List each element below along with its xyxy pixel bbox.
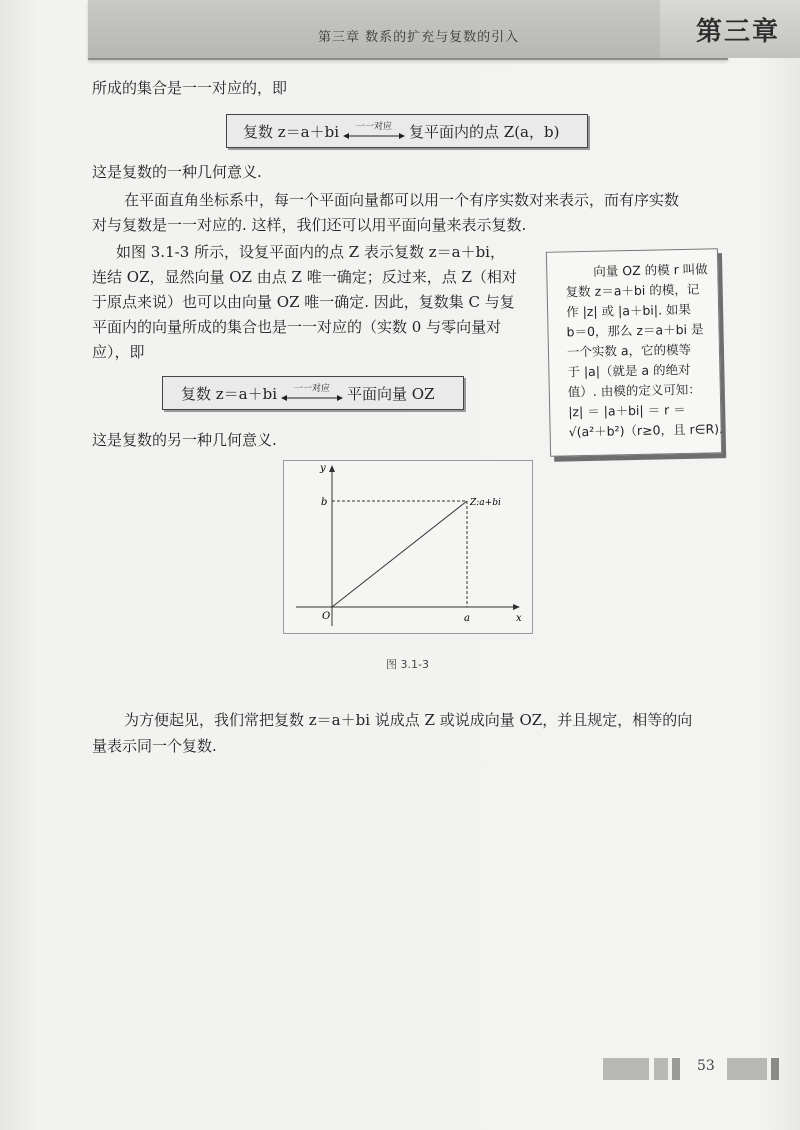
box2-left: 复数 z＝a＋bi	[181, 384, 278, 403]
footer-bar	[727, 1058, 767, 1080]
header-chapter-tab: 第三章	[660, 0, 800, 58]
correspondence-box-point	[226, 114, 588, 148]
b-tick-label: b	[321, 497, 328, 508]
chapter-header	[88, 0, 780, 60]
complex-plane-diagram	[284, 461, 532, 633]
a-tick-label: a	[464, 613, 470, 624]
box1-right: 复平面内的点 Z(a，b)	[409, 122, 560, 141]
x-axis-label: x	[516, 613, 522, 624]
footer-bar	[771, 1058, 779, 1080]
double-arrow-icon	[343, 123, 405, 140]
paragraph-line: 在平面直角坐标系中，每一个平面向量都可以用一个有序实数对来表示，而有序实数	[124, 191, 680, 209]
box2-right: 平面向量 OZ	[347, 384, 435, 403]
note-line: 作 |z| 或 |a＋bi|. 如果	[565, 301, 692, 320]
figure-caption: 图 3.1-3	[386, 658, 429, 671]
footer-bar	[654, 1058, 668, 1080]
note-line: b＝0，那么 z＝a＋bi 是	[566, 321, 704, 340]
note-line: 复数 z＝a＋bi 的模，记	[565, 281, 700, 300]
vector-oz-line	[332, 501, 467, 607]
page-number: 53	[697, 1058, 715, 1074]
box2-arrow-label: 一一对应	[294, 383, 331, 394]
header-subtitle: 第三章 数系的扩充与复数的引入	[318, 30, 520, 45]
footer-bar	[603, 1058, 649, 1080]
x-axis-arrow-icon	[513, 604, 520, 610]
note-line: 一个实数 a，它的模等	[566, 341, 692, 360]
paragraph-line: 这是复数的一种几何意义.	[92, 163, 262, 181]
footer-bar	[672, 1058, 680, 1080]
note-line: 于 |a|（就是 a 的绝对	[567, 361, 691, 380]
y-axis-label: y	[320, 463, 326, 474]
complex-plane-figure	[283, 460, 533, 634]
paragraph-line: 连结 OZ，显然向量 OZ 由点 Z 唯一确定；反过来，点 Z（相对	[92, 268, 517, 286]
paragraph-line: 如图 3.1-3 所示，设复平面内的点 Z 表示复数 z＝a＋bi，	[116, 243, 505, 261]
note-line: |z| ＝ |a＋bi| ＝ r ＝	[568, 401, 686, 420]
note-line: 向量 OZ 的模 r 叫做	[593, 261, 708, 279]
box1-arrow-label: 一一对应	[356, 121, 393, 132]
paragraph-line: 于原点来说）也可以由向量 OZ 唯一确定. 因此，复数集 C 与复	[92, 293, 515, 311]
paragraph-line: 对与复数是一一对应的. 这样，我们还可以用平面向量来表示复数.	[92, 216, 527, 234]
paragraph-line: 平面内的向量所成的集合也是一一对应的（实数 0 与零向量对	[92, 318, 502, 336]
paragraph-line: 所成的集合是一一对应的，即	[92, 79, 288, 97]
correspondence-box-vector	[162, 376, 464, 410]
note-line: √(a²＋b²)（r≥0，且 r∈R).	[568, 421, 724, 440]
paragraph-line: 这是复数的另一种几何意义.	[92, 431, 277, 449]
paragraph-line: 应），即	[92, 343, 145, 361]
note-line: 值）. 由模的定义可知：	[567, 381, 701, 400]
box1-left: 复数 z＝a＋bi	[243, 122, 340, 141]
paragraph-line: 量表示同一个复数.	[92, 737, 217, 755]
double-arrow-icon	[281, 385, 343, 402]
origin-label: O	[322, 611, 331, 622]
y-axis-arrow-icon	[329, 465, 335, 472]
margin-note	[546, 248, 722, 457]
paragraph-line: 为方便起见，我们常把复数 z＝a＋bi 说成点 Z 或说成向量 OZ，并且规定，相等的向	[124, 711, 693, 729]
point-z-label: Z:a+bi	[470, 498, 501, 508]
